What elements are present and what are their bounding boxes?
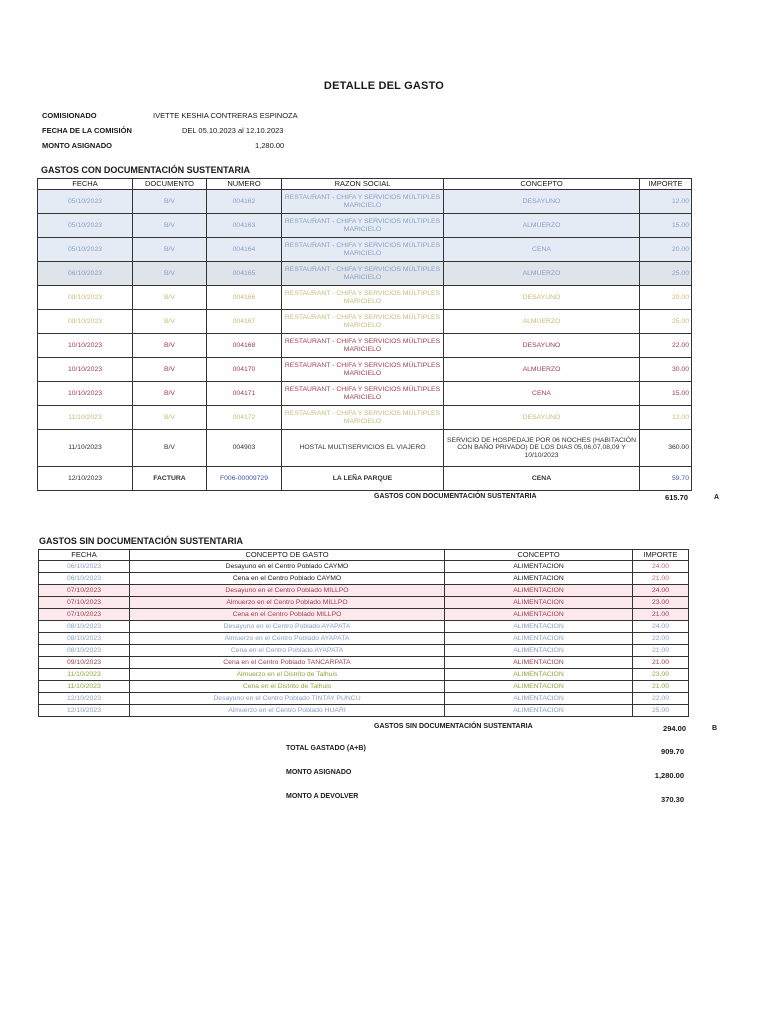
cell-concepto: ALIMENTACION [445, 609, 633, 621]
cell-numero: 004903 [207, 430, 282, 467]
cell-numero: 004168 [207, 334, 282, 358]
cell-concepto: CENA [444, 238, 640, 262]
cell-fecha: 08/10/2023 [39, 633, 130, 645]
cell-fecha: 07/10/2023 [39, 597, 130, 609]
cell-fecha: 06/10/2023 [39, 573, 130, 585]
cell-concepto: DESAYUNO [444, 286, 640, 310]
cell-fecha: 11/10/2023 [39, 669, 130, 681]
cell-razon-social: RESTAURANT - CHIFA Y SERVICIOS MÚLTIPLES MARICIELO [282, 382, 444, 406]
cell-fecha: 09/10/2023 [38, 310, 133, 334]
cell-concepto: SERVICIO DE HOSPEDAJE POR 06 NOCHES (HABITACIÓN CON BAÑO PRIVADO) DE LOS DIAS 05,06,07,08,09 Y 10/10/2023 [444, 430, 640, 467]
table-row [39, 585, 689, 597]
cell-concepto: ALIMENTACION [445, 645, 633, 657]
cell-importe: 21.00 [633, 573, 689, 585]
cell-concepto: ALIMENTACION [445, 681, 633, 693]
cell-documento: B/V [133, 406, 207, 430]
table-row [39, 705, 689, 717]
monto-asignado-label: MONTO ASIGNADO [286, 769, 352, 776]
cell-fecha: 11/10/2023 [39, 681, 130, 693]
table-row [38, 310, 692, 334]
cell-concepto: ALIMENTACION [445, 561, 633, 573]
cell-fecha: 05/10/2023 [38, 190, 133, 214]
subtotal-b-value: 294.00 [663, 724, 686, 733]
cell-numero: 004164 [207, 238, 282, 262]
cell-concepto-gasto: Almuerzo en el Centro Poblado HUARI [130, 705, 445, 717]
cell-importe: 25.00 [640, 262, 692, 286]
cell-concepto-gasto: Cena en el Centro Poblado TANCARPATA [130, 657, 445, 669]
subtotal-b-label: GASTOS SIN DOCUMENTACIÓN SUSTENTARIA [374, 723, 533, 730]
cell-razon-social: LA LEÑA PARQUE [282, 467, 444, 491]
cell-concepto: ALIMENTACION [445, 633, 633, 645]
cell-documento: B/V [133, 262, 207, 286]
cell-concepto: DESAYUNO [444, 190, 640, 214]
info-value-comisionado: IVETTE KESHIA CONTRERAS ESPINOZA [153, 111, 298, 120]
cell-razon-social: RESTAURANT - CHIFA Y SERVICIOS MÚLTIPLES MARICIELO [282, 190, 444, 214]
table-row [39, 609, 689, 621]
cell-fecha: 09/10/2023 [39, 657, 130, 669]
cell-razon-social: RESTAURANT - CHIFA Y SERVICIOS MÚLTIPLES MARICIELO [282, 238, 444, 262]
cell-concepto: ALMUERZO [444, 310, 640, 334]
cell-fecha: 12/10/2023 [39, 705, 130, 717]
cell-razon-social: RESTAURANT - CHIFA Y SERVICIOS MÚLTIPLES MARICIELO [282, 334, 444, 358]
table-con-documentacion [37, 178, 692, 491]
table-row [38, 214, 692, 238]
cell-fecha: 10/10/2023 [38, 382, 133, 406]
monto-asignado-value: 1,280.00 [654, 771, 684, 780]
cell-razon-social: RESTAURANT - CHIFA Y SERVICIOS MÚLTIPLES MARICIELO [282, 358, 444, 382]
table-row [38, 262, 692, 286]
cell-documento: FACTURA [133, 467, 207, 491]
col-header: CONCEPTO [445, 550, 633, 561]
info-label-fecha: FECHA DE LA COMISIÓN [42, 126, 132, 135]
cell-concepto-gasto: Almuerzo en el Centro Poblado AYAPATA [130, 633, 445, 645]
table-row [39, 657, 689, 669]
cell-concepto: ALMUERZO [444, 262, 640, 286]
col-header: CONCEPTO DE GASTO [130, 550, 445, 561]
col-header: IMPORTE [640, 179, 692, 190]
cell-documento: B/V [133, 238, 207, 262]
cell-documento: B/V [133, 334, 207, 358]
section-heading-con-doc: GASTOS CON DOCUMENTACIÓN SUSTENTARIA [41, 165, 251, 175]
info-label-monto: MONTO ASIGNADO [42, 141, 113, 150]
cell-concepto: ALIMENTACION [445, 693, 633, 705]
table-row [38, 190, 692, 214]
cell-fecha: 07/10/2023 [39, 585, 130, 597]
cell-importe: 25.00 [633, 705, 689, 717]
cell-numero: 004165 [207, 262, 282, 286]
cell-importe: 15.00 [640, 382, 692, 406]
cell-concepto: ALIMENTACION [445, 621, 633, 633]
table-row [39, 573, 689, 585]
cell-documento: B/V [133, 430, 207, 467]
monto-devolver-value: 370.30 [661, 795, 684, 804]
cell-importe: 22.00 [640, 334, 692, 358]
col-header: CONCEPTO [444, 179, 640, 190]
cell-numero: F006-00009729 [207, 467, 282, 491]
cell-importe: 23.00 [633, 597, 689, 609]
cell-concepto-gasto: Desayuno en el Centro Poblado MILLPO [130, 585, 445, 597]
cell-documento: B/V [133, 310, 207, 334]
cell-numero: 004162 [207, 190, 282, 214]
cell-fecha: 07/10/2023 [39, 609, 130, 621]
cell-concepto: ALIMENTACION [445, 597, 633, 609]
cell-importe: 21.00 [633, 657, 689, 669]
table-row [39, 645, 689, 657]
table-row [39, 693, 689, 705]
cell-concepto: CENA [444, 382, 640, 406]
cell-importe: 21.00 [633, 681, 689, 693]
table-row [38, 430, 692, 467]
table-header-row [39, 550, 689, 561]
total-gastado-label: TOTAL GASTADO (A+B) [286, 745, 366, 752]
cell-concepto-gasto: Desayuno en el Centro Poblado CAYMO [130, 561, 445, 573]
col-header: FECHA [39, 550, 130, 561]
cell-fecha: 11/10/2023 [38, 430, 133, 467]
cell-concepto: DESAYUNO [444, 406, 640, 430]
info-value-fecha: DEL 05.10.2023 al 12.10.2023 [182, 126, 284, 135]
subtotal-b-letter: B [712, 725, 718, 732]
cell-concepto-gasto: Cena en el Centro Poblado MILLPO [130, 609, 445, 621]
cell-importe: 21.00 [633, 609, 689, 621]
cell-concepto-gasto: Cena en el Distrito de Talhuis [130, 681, 445, 693]
cell-importe: 24.00 [633, 621, 689, 633]
cell-concepto-gasto: Cena en el Centro Poblado CAYMO [130, 573, 445, 585]
cell-fecha: 06/10/2023 [38, 262, 133, 286]
cell-documento: B/V [133, 214, 207, 238]
cell-concepto: ALMUERZO [444, 214, 640, 238]
cell-numero: 004170 [207, 358, 282, 382]
cell-concepto: ALIMENTACION [445, 573, 633, 585]
cell-documento: B/V [133, 286, 207, 310]
cell-importe: 24.00 [633, 561, 689, 573]
col-header: RAZON SOCIAL [282, 179, 444, 190]
cell-razon-social: RESTAURANT - CHIFA Y SERVICIOS MÚLTIPLES MARICIELO [282, 310, 444, 334]
col-header: IMPORTE [633, 550, 689, 561]
cell-importe: 30.00 [640, 358, 692, 382]
cell-concepto: ALMUERZO [444, 358, 640, 382]
subtotal-a-label: GASTOS CON DOCUMENTACIÓN SUSTENTARIA [374, 493, 537, 500]
section-heading-sin-doc: GASTOS SIN DOCUMENTACIÓN SUSTENTARIA [39, 536, 244, 546]
table-row [38, 382, 692, 406]
cell-fecha: 08/10/2023 [39, 621, 130, 633]
cell-importe: 25.00 [640, 310, 692, 334]
info-label-comisionado: COMISIONADO [42, 111, 97, 120]
cell-numero: 004167 [207, 310, 282, 334]
cell-fecha: 05/10/2023 [38, 214, 133, 238]
page-title: DETALLE DEL GASTO [323, 80, 445, 92]
col-header: NUMERO [207, 179, 282, 190]
cell-concepto-gasto: Almuerzo en el Centro Poblado MILLPO [130, 597, 445, 609]
cell-fecha: 06/10/2023 [39, 561, 130, 573]
table-row [39, 681, 689, 693]
cell-importe: 360.00 [640, 430, 692, 467]
cell-numero: 004172 [207, 406, 282, 430]
monto-devolver-label: MONTO A DEVOLVER [286, 793, 359, 800]
cell-fecha: 05/10/2023 [38, 238, 133, 262]
cell-razon-social: HOSTAL MULTISERVICIOS EL VIAJERO [282, 430, 444, 467]
cell-importe: 12.00 [640, 190, 692, 214]
col-header: DOCUMENTO [133, 179, 207, 190]
table-row [39, 597, 689, 609]
cell-concepto-gasto: Almuerzo en el Distrito de Talhuis [130, 669, 445, 681]
table-row [38, 286, 692, 310]
total-gastado-value: 909.70 [661, 747, 684, 756]
cell-importe: 22.00 [633, 633, 689, 645]
cell-concepto-gasto: Desayuno en el Centro Poblado TINTAY PUNCU [130, 693, 445, 705]
cell-importe: 59.70 [640, 467, 692, 491]
cell-importe: 21.00 [633, 645, 689, 657]
cell-concepto: ALIMENTACION [445, 657, 633, 669]
cell-concepto: ALIMENTACION [445, 705, 633, 717]
cell-fecha: 08/10/2023 [39, 645, 130, 657]
cell-importe: 23.00 [633, 669, 689, 681]
cell-fecha: 10/10/2023 [38, 334, 133, 358]
cell-documento: B/V [133, 358, 207, 382]
cell-concepto: ALIMENTACION [445, 585, 633, 597]
cell-fecha: 12/10/2023 [38, 467, 133, 491]
table-row [38, 358, 692, 382]
cell-razon-social: RESTAURANT - CHIFA Y SERVICIOS MÚLTIPLES MARICIELO [282, 262, 444, 286]
cell-concepto: ALIMENTACION [445, 669, 633, 681]
cell-numero: 004171 [207, 382, 282, 406]
table-row [38, 334, 692, 358]
cell-concepto: DESAYUNO [444, 334, 640, 358]
cell-fecha: 09/10/2023 [38, 286, 133, 310]
cell-importe: 20.00 [640, 286, 692, 310]
cell-documento: B/V [133, 190, 207, 214]
cell-importe: 12.00 [640, 406, 692, 430]
info-value-monto: 1,280.00 [255, 141, 285, 150]
table-header-row [38, 179, 692, 190]
cell-razon-social: RESTAURANT - CHIFA Y SERVICIOS MÚLTIPLES MARICIELO [282, 286, 444, 310]
subtotal-a-value: 615.70 [665, 493, 688, 502]
cell-importe: 22.00 [633, 693, 689, 705]
table-row [39, 561, 689, 573]
cell-fecha: 11/10/2023 [38, 406, 133, 430]
table-row [39, 633, 689, 645]
cell-numero: 004166 [207, 286, 282, 310]
cell-importe: 20.00 [640, 238, 692, 262]
cell-concepto-gasto: Cena en el Centro Poblado AYAPATA [130, 645, 445, 657]
table-row [38, 238, 692, 262]
table-row [38, 467, 692, 491]
cell-importe: 15.00 [640, 214, 692, 238]
table-row [39, 669, 689, 681]
cell-importe: 24.00 [633, 585, 689, 597]
cell-razon-social: RESTAURANT - CHIFA Y SERVICIOS MÚLTIPLES MARICIELO [282, 406, 444, 430]
cell-razon-social: RESTAURANT - CHIFA Y SERVICIOS MÚLTIPLES MARICIELO [282, 214, 444, 238]
cell-concepto: CENA [444, 467, 640, 491]
cell-documento: B/V [133, 382, 207, 406]
table-row [39, 621, 689, 633]
subtotal-a-letter: A [714, 494, 720, 501]
cell-concepto-gasto: Desayuno en el Centro Poblado AYAPATA [130, 621, 445, 633]
cell-fecha: 12/10/2023 [39, 693, 130, 705]
table-sin-documentacion [38, 549, 689, 717]
cell-numero: 004163 [207, 214, 282, 238]
cell-fecha: 10/10/2023 [38, 358, 133, 382]
table-row [38, 406, 692, 430]
col-header: FECHA [38, 179, 133, 190]
